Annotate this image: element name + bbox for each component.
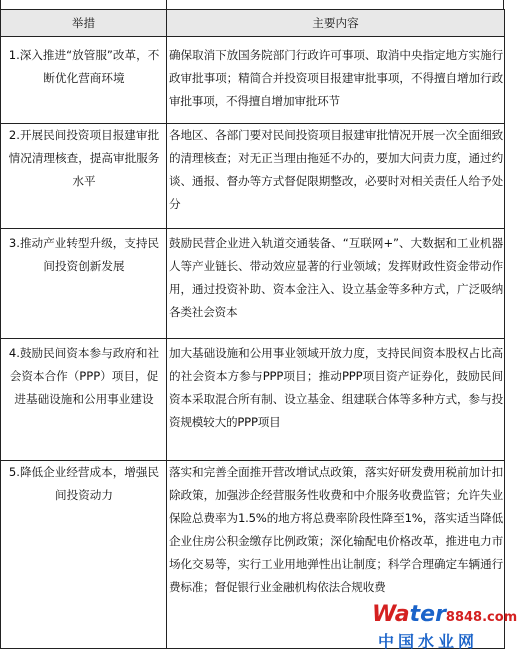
measure-cell: 1.深入推进“放管服”改革，不断优化营商环境: [1, 37, 167, 124]
watermark-site-name: 中国水业网: [378, 632, 479, 651]
content-cell: 鼓励民营企业进入轨道交通装备、“互联网+”、大数据和工业机器人等产业链长、带动效应显著的行业领域；发挥财政性资金带动作用，通过投资补助、资本金注入、设立基金等多种方式，广泛吸纳各类社会资本: [167, 229, 505, 339]
table-header-row: [1, 10, 505, 37]
policy-measures-table: [0, 9, 505, 649]
table-row: [1, 461, 505, 649]
divider: [0, 0, 1, 9]
watermark-logo-part: Wa: [372, 602, 410, 627]
measure-cell: 5.降低企业经营成本，增强民间投资动力: [1, 461, 167, 649]
table-top-fragment: [0, 0, 505, 9]
content-cell: 各地区、各部门要对民间投资项目报建审批情况开展一次全面细致的清理核查；对无正当理由拖延不办的，要加大问责力度，通过约谈、通报、督办等方式督促限期整改，必要时对相关责任人给予处分: [167, 124, 505, 229]
table-row: [1, 339, 505, 461]
measure-cell: 4.鼓励民间资本参与政府和社会资本合作（PPP）项目，促进基础设施和公用事业建设: [1, 339, 167, 461]
table-row: [1, 37, 505, 124]
watermark-logo-part: ter: [409, 602, 446, 627]
table-row: [1, 124, 505, 229]
measure-cell: 3.推动产业转型升级，支持民间投资创新发展: [1, 229, 167, 339]
content-cell: 加大基础设施和公用事业领域开放力度，支持民间资本股权占比高的社会资本方参与PPP项目；推动PPP项目资产证券化，鼓励民间资本采取混合所有制、设立基金、组建联合体等多种方式，参与投资规模较大的PPP项目: [167, 339, 505, 461]
measure-cell: 2.开展民间投资项目报建审批情况清理核查，提高审批服务水平: [1, 124, 167, 229]
watermark-logo-suffix: 8848.com: [445, 610, 517, 625]
divider: [503, 0, 504, 9]
content-cell: 落实和完善全面推开营改增试点政策，落实好研发费用税前加计扣除政策，加强涉企经营服务性收费和中介服务收费监管；允许失业保险总费率为1.5%的地方将总费率阶段性降至1%，落实适当降低企业住房公积金缴存比例政策；深化输配电价格改革，推进电力市场化交易等，实行工业用地弹性出让制度；科学合理确定车辆通行费标准；督促银行业金融机构依法合规收费: [167, 461, 505, 649]
table-row: [1, 229, 505, 339]
divider: [166, 0, 167, 9]
content-cell: 确保取消下放国务院部门行政许可事项、取消中央指定地方实施行政审批事项；精简合并投资项目报建审批事项，不得擅自增加行政审批事项，不得擅自增加审批环节: [167, 37, 505, 124]
header-measure: 举措: [1, 10, 167, 37]
header-content: 主要内容: [167, 10, 505, 37]
